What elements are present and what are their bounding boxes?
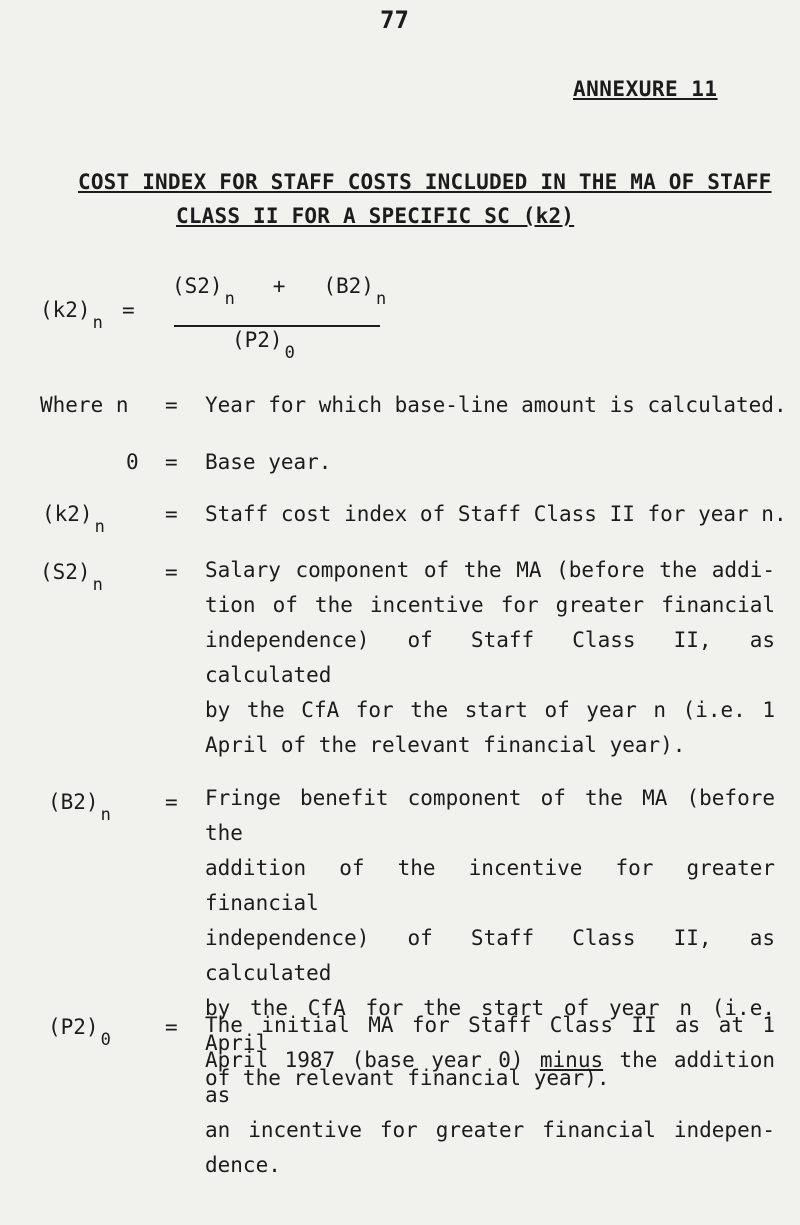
- title-line-2: CLASS II FOR A SPECIFIC SC (k2): [176, 204, 575, 228]
- definition-equals: =: [165, 790, 178, 814]
- formula-denominator: $(P2)_0$: [232, 328, 295, 363]
- definition-equals: =: [165, 560, 178, 584]
- formula-numerator: $(S2)_n$ + $(B2)_n$: [172, 274, 387, 309]
- definition-text: Base year.: [205, 450, 332, 474]
- definition-text: Salary component of the MA (before the addi- tion of the incentive for greater financial independence) of Staff Class II, as calculated by the CfA for the start of year n (i.e. 1 April of the relevant financial year).: [205, 558, 775, 757]
- definition-text: Staff cost index of Staff Class II for year n.: [205, 502, 787, 526]
- title-line-1: COST INDEX FOR STAFF COSTS INCLUDED IN THE MA OF STAFF: [78, 170, 772, 194]
- definition-symbol: $(P2)_0$: [48, 1015, 111, 1050]
- page-number: 77: [380, 6, 409, 34]
- definition-text: The initial MA for Staff Class II as at 1 April 1987 (base year 0) minus the addition as an incentive for greater financial indepen- dence.: [205, 1013, 775, 1177]
- definition-symbol: 0: [126, 450, 139, 474]
- definition-symbol: $(B2)_n$: [48, 790, 111, 825]
- fraction-bar: [174, 325, 380, 327]
- where-label: Where n: [40, 393, 129, 417]
- where-equals: =: [165, 393, 178, 417]
- definition-equals: =: [165, 450, 178, 474]
- formula-lhs: $(k2)_n$: [40, 298, 103, 333]
- definition-symbol: $(k2)_n$: [42, 502, 105, 537]
- definition-equals: =: [165, 1015, 178, 1039]
- definition-text: Fringe benefit component of the MA (before the addition of the incentive for greater financial independence) of Staff Class II, as calculated by the CfA for the start of year n (i.e. April of the relevant financial year).: [205, 786, 775, 1090]
- formula-equals: =: [122, 298, 135, 322]
- definition-equals: =: [165, 502, 178, 526]
- annex-label: ANNEXURE 11: [573, 77, 718, 101]
- where-text: Year for which base-line amount is calculated.: [205, 393, 787, 417]
- definition-symbol: $(S2)_n$: [40, 560, 103, 595]
